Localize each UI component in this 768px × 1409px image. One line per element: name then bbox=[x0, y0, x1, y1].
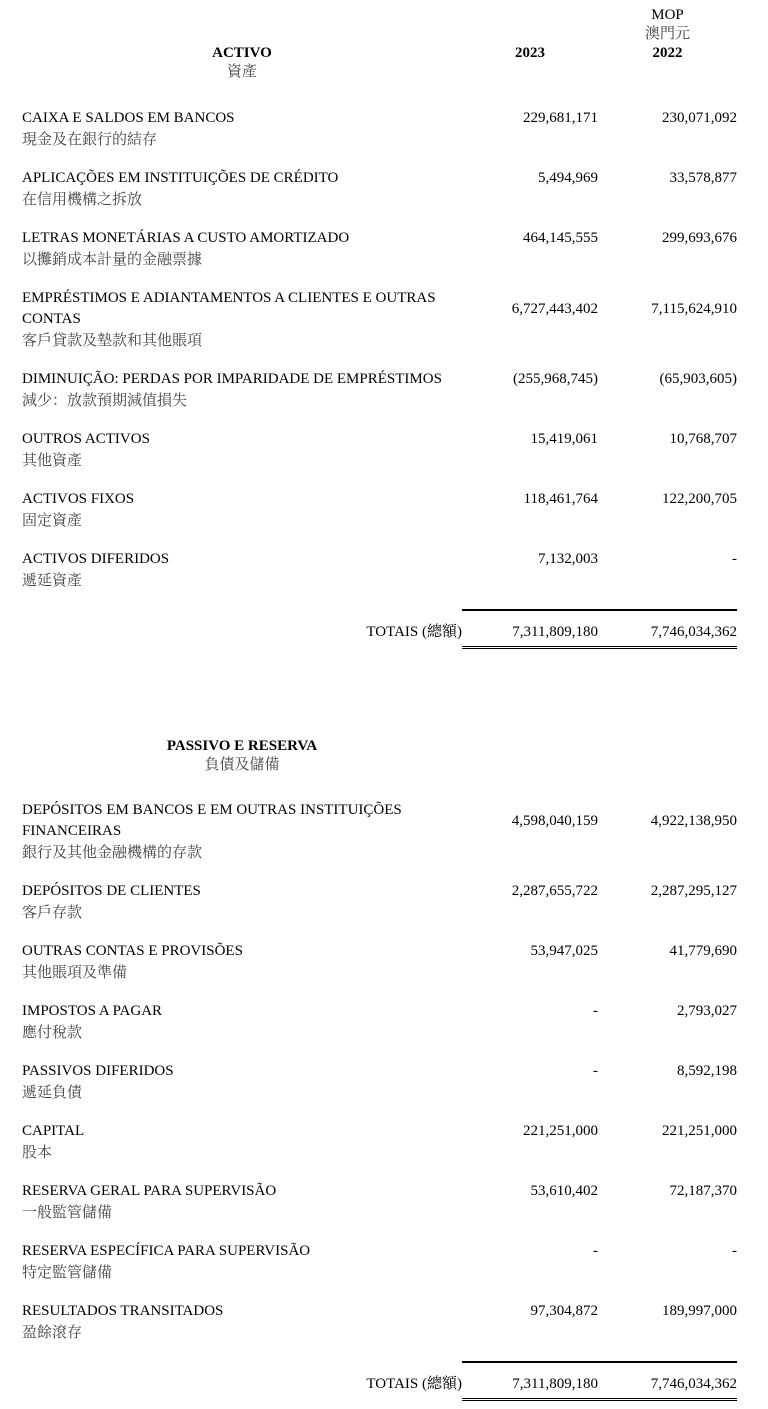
currency-unit-label-cn: 澳門元 bbox=[644, 26, 690, 42]
totals-value-2023: 7,311,809,180 bbox=[512, 624, 598, 640]
line-item-value-2022: 2,287,295,127 bbox=[650, 883, 737, 899]
currency-row bbox=[22, 6, 737, 25]
totals-row bbox=[22, 1374, 737, 1395]
line-item-value-2022: 72,187,370 bbox=[669, 1183, 737, 1199]
line-item-label-cn: 盈餘滾存 bbox=[22, 1325, 83, 1341]
section-activo bbox=[22, 6, 737, 649]
line-item-value-2023: - bbox=[593, 1243, 598, 1259]
line-item-row bbox=[22, 369, 737, 412]
line-item-value-2022: 33,578,877 bbox=[669, 170, 737, 186]
section-title-cn: 負債及儲備 bbox=[204, 757, 280, 773]
line-item-label-cn: 現金及在銀行的結存 bbox=[22, 132, 158, 148]
passivo-line-items bbox=[22, 800, 737, 1344]
line-item-label-cn: 一般監管儲備 bbox=[22, 1205, 113, 1221]
line-item-label-cn: 股本 bbox=[22, 1145, 53, 1161]
line-item-label-cn: 特定監管儲備 bbox=[22, 1265, 113, 1281]
line-item-value-2023: 229,681,171 bbox=[523, 110, 598, 126]
header-spacer bbox=[462, 6, 598, 25]
section-title-row-cn bbox=[22, 63, 737, 82]
line-item-label-cn: 遞延資產 bbox=[22, 573, 83, 589]
line-item-label-cn: 應付稅款 bbox=[22, 1025, 83, 1041]
totals-top-rule bbox=[462, 609, 737, 611]
line-item-value-2022: 221,251,000 bbox=[662, 1123, 737, 1139]
line-item-value-2023: 5,494,969 bbox=[538, 170, 598, 186]
line-item-value-2022: 299,693,676 bbox=[662, 230, 737, 246]
line-item-value-2023: 97,304,872 bbox=[530, 1303, 598, 1319]
line-item-value-2023: 464,145,555 bbox=[523, 230, 598, 246]
line-item-label-pt: CAIXA E SALDOS EM BANCOS bbox=[22, 110, 235, 126]
totals-value-2022: 7,746,034,362 bbox=[650, 624, 737, 640]
line-item-value-2023: 15,419,061 bbox=[530, 431, 598, 447]
line-item-row bbox=[22, 800, 737, 864]
section-title-row bbox=[22, 737, 737, 756]
column-header-2023: 2023 bbox=[515, 45, 545, 61]
section-title-pt: ACTIVO bbox=[212, 45, 272, 61]
line-item-row bbox=[22, 1061, 737, 1104]
line-item-label-cn: 在信用機構之拆放 bbox=[22, 192, 143, 208]
line-item-value-2023: - bbox=[593, 1063, 598, 1079]
line-item-label-pt: APLICAÇÕES EM INSTITUIÇÕES DE CRÉDITO bbox=[22, 170, 339, 186]
line-item-value-2023: 7,132,003 bbox=[538, 551, 598, 567]
line-item-row bbox=[22, 168, 737, 211]
line-item-label-pt: DEPÓSITOS DE CLIENTES bbox=[22, 883, 201, 899]
line-item-row bbox=[22, 1181, 737, 1224]
line-item-value-2022: 10,768,707 bbox=[669, 431, 737, 447]
totals-top-rule bbox=[462, 1361, 737, 1363]
line-item-value-2023: 221,251,000 bbox=[523, 1123, 598, 1139]
header-spacer bbox=[22, 6, 462, 25]
activo-line-items bbox=[22, 108, 737, 592]
line-item-label-cn: 客戶貸款及墊款和其他賬項 bbox=[22, 333, 203, 349]
section-title-pt: PASSIVO E RESERVA bbox=[166, 738, 318, 754]
line-item-row bbox=[22, 228, 737, 271]
line-item-label-pt: IMPOSTOS A PAGAR bbox=[22, 1003, 163, 1019]
line-item-value-2022: - bbox=[732, 551, 737, 567]
line-item-value-2022: 8,592,198 bbox=[677, 1063, 737, 1079]
line-item-value-2022: 189,997,000 bbox=[662, 1303, 737, 1319]
line-item-row bbox=[22, 108, 737, 151]
line-item-row bbox=[22, 429, 737, 472]
totals-row bbox=[22, 622, 737, 643]
currency-unit-label: MOP bbox=[651, 7, 684, 23]
line-item-row bbox=[22, 549, 737, 592]
line-item-label-cn: 以攤銷成本計量的金融票據 bbox=[22, 252, 203, 268]
line-item-value-2023: 2,287,655,722 bbox=[511, 883, 598, 899]
line-item-label-pt: RESULTADOS TRANSITADOS bbox=[22, 1303, 224, 1319]
totals-value-2022: 7,746,034,362 bbox=[650, 1376, 737, 1392]
line-item-label-pt: DEPÓSITOS EM BANCOS E EM OUTRAS INSTITUIÇÕES FINANCEIRAS bbox=[22, 802, 402, 839]
header-spacer bbox=[22, 25, 462, 44]
line-item-row bbox=[22, 1001, 737, 1044]
line-item-value-2022: 2,793,027 bbox=[677, 1003, 737, 1019]
line-item-label-pt: EMPRÉSTIMOS E ADIANTAMENTOS A CLIENTES E OUTRAS CONTAS bbox=[22, 290, 436, 327]
line-item-label-pt: PASSIVOS DIFERIDOS bbox=[22, 1063, 174, 1079]
line-item-label-pt: ACTIVOS FIXOS bbox=[22, 491, 135, 507]
line-item-label-cn: 遞延負債 bbox=[22, 1085, 83, 1101]
line-item-label-pt: OUTRAS CONTAS E PROVISÕES bbox=[22, 943, 243, 959]
line-item-value-2022: 7,115,624,910 bbox=[651, 300, 737, 317]
line-item-value-2022: 41,779,690 bbox=[669, 943, 737, 959]
line-item-value-2023: 118,461,764 bbox=[523, 491, 598, 507]
line-item-row bbox=[22, 941, 737, 984]
line-item-label-pt: DIMINUIÇÃO: PERDAS POR IMPARIDADE DE EMPRÉSTIMOS bbox=[22, 371, 442, 387]
line-item-label-pt: RESERVA GERAL PARA SUPERVISÃO bbox=[22, 1183, 277, 1199]
line-item-label-pt: CAPITAL bbox=[22, 1123, 85, 1139]
totals-bottom-double-rule bbox=[462, 1398, 737, 1401]
column-header-2022: 2022 bbox=[652, 45, 683, 61]
line-item-value-2022: - bbox=[732, 1243, 737, 1259]
line-item-value-2023: (255,968,745) bbox=[513, 371, 598, 387]
line-item-row bbox=[22, 288, 737, 352]
line-item-row bbox=[22, 489, 737, 532]
line-item-value-2023: 53,947,025 bbox=[530, 943, 598, 959]
section-title-cn: 資產 bbox=[226, 64, 257, 80]
line-item-value-2022: 4,922,138,950 bbox=[650, 812, 737, 829]
line-item-row bbox=[22, 1121, 737, 1164]
line-item-label-pt: ACTIVOS DIFERIDOS bbox=[22, 551, 170, 567]
line-item-value-2023: 6,727,443,402 bbox=[511, 300, 598, 317]
line-item-label-cn: 減少：放款預期減值損失 bbox=[22, 393, 188, 409]
line-item-value-2023: 4,598,040,159 bbox=[511, 812, 598, 829]
line-item-value-2023: - bbox=[593, 1003, 598, 1019]
totals-value-2023: 7,311,809,180 bbox=[512, 1376, 598, 1392]
line-item-label-cn: 銀行及其他金融機構的存款 bbox=[22, 845, 203, 861]
line-item-label-pt: RESERVA ESPECÍFICA PARA SUPERVISÃO bbox=[22, 1243, 311, 1259]
header-spacer bbox=[462, 25, 598, 44]
line-item-label-pt: LETRAS MONETÁRIAS A CUSTO AMORTIZADO bbox=[22, 230, 350, 246]
totals-bottom-double-rule bbox=[462, 646, 737, 649]
line-item-row bbox=[22, 1241, 737, 1284]
totals-label: TOTAIS (總額) bbox=[366, 624, 462, 640]
column-header-row bbox=[22, 44, 737, 63]
totals-label: TOTAIS (總額) bbox=[366, 1376, 462, 1392]
line-item-label-cn: 其他資產 bbox=[22, 453, 83, 469]
currency-row-cn bbox=[22, 25, 737, 44]
line-item-value-2023: 53,610,402 bbox=[530, 1183, 598, 1199]
line-item-label-cn: 其他賬項及準備 bbox=[22, 965, 128, 981]
section-passivo-e-reserva bbox=[22, 737, 737, 1401]
line-item-label-cn: 客戶存款 bbox=[22, 905, 83, 921]
line-item-value-2022: (65,903,605) bbox=[659, 371, 737, 387]
line-item-label-cn: 固定資產 bbox=[22, 513, 83, 529]
line-item-row bbox=[22, 881, 737, 924]
line-item-label-pt: OUTROS ACTIVOS bbox=[22, 431, 150, 447]
line-item-row bbox=[22, 1301, 737, 1344]
section-title-row-cn bbox=[22, 756, 737, 775]
line-item-value-2022: 122,200,705 bbox=[662, 491, 737, 507]
line-item-value-2022: 230,071,092 bbox=[662, 110, 737, 126]
